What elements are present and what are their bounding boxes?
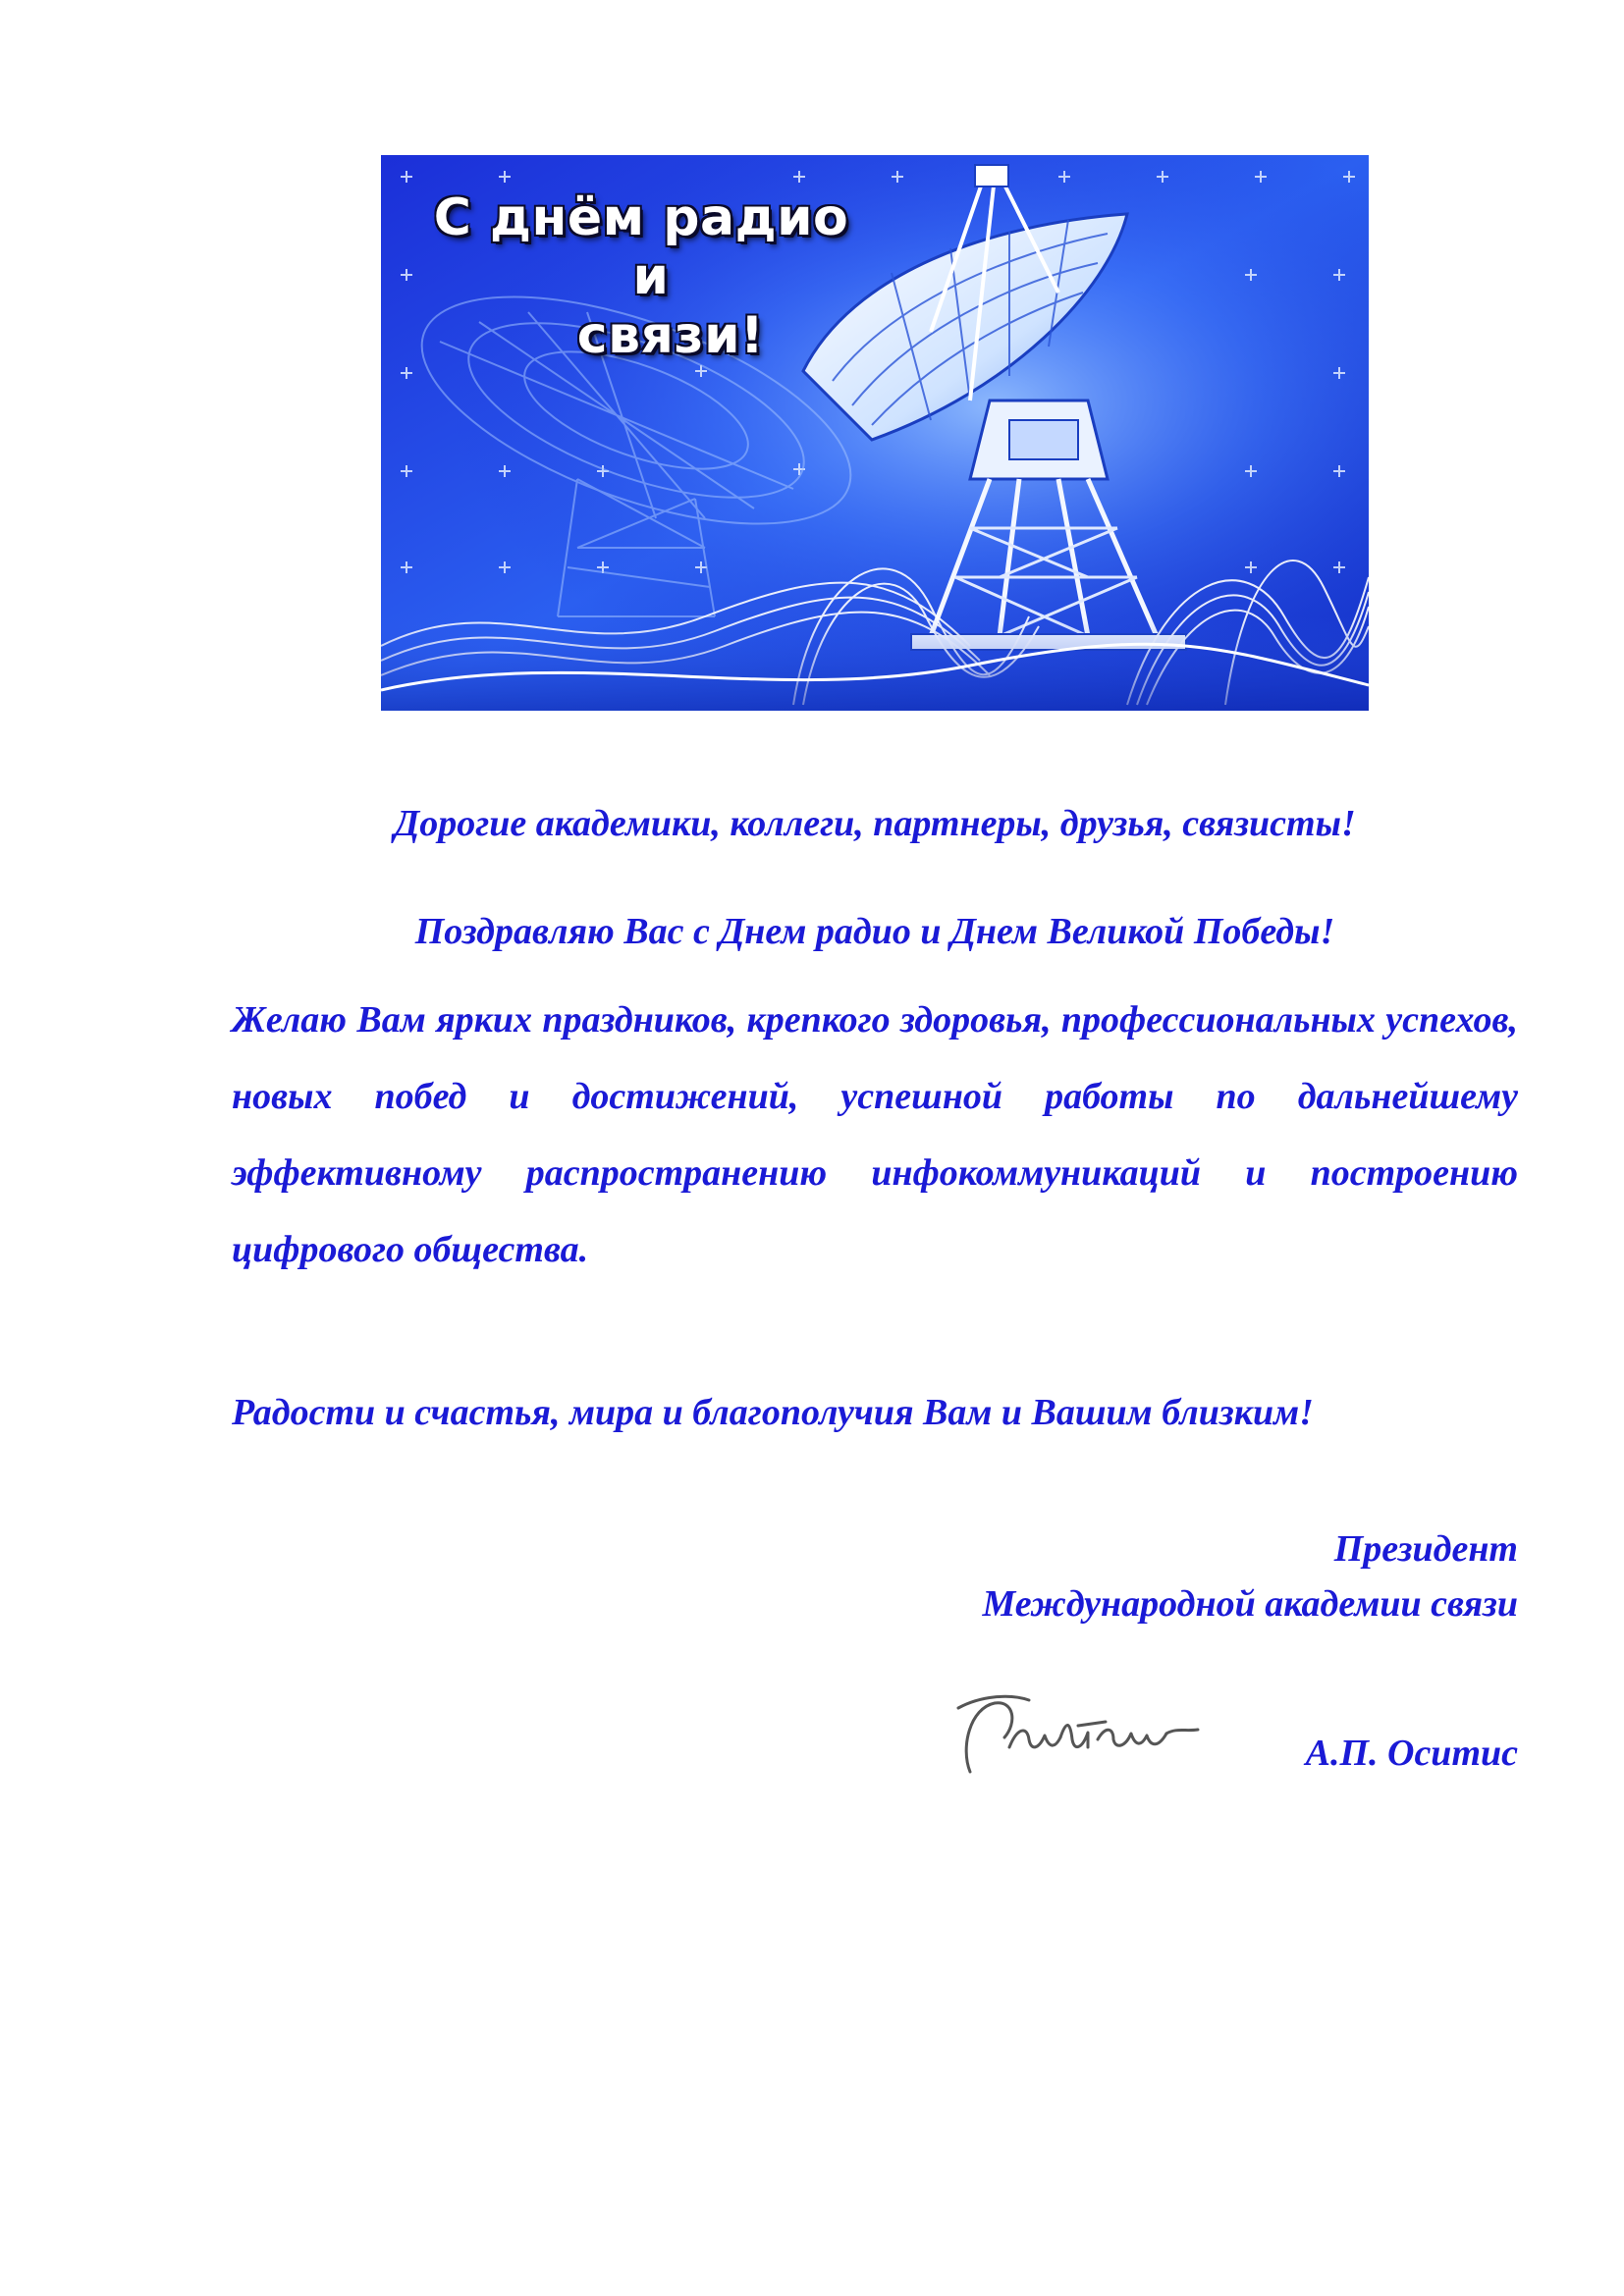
signer-position-line-2: Международной академии связи [982, 1583, 1518, 1625]
banner-title-line-2: и [632, 247, 670, 306]
signer-position [982, 1522, 1518, 1631]
letter-closing: Радости и счастья, мира и благополучия Вам и Вашим близким! [232, 1392, 1314, 1433]
banner-title [381, 188, 892, 365]
greeting-banner-image [381, 155, 1369, 711]
signer-name: А.П. Оситис [1305, 1733, 1518, 1774]
handwritten-signature [941, 1679, 1235, 1787]
banner-title-line-3: связи! [576, 306, 765, 365]
signer-position-line-1: Президент [1333, 1528, 1518, 1570]
banner-title-line-1: С днём радио [433, 188, 849, 247]
letter-congratulations: Поздравляю Вас с Днем радио и Днем Великой Победы! [414, 911, 1335, 952]
letter-wishes-paragraph: Желаю Вам ярких праздников, крепкого здоровья, профессиональных успехов, новых побед и достижений, успешной работы по дальнейшему эффективному распространению инфокоммуникаций и построению цифрового общества. [232, 999, 1518, 1270]
letter-greeting: Дорогие академики, коллеги, партнеры, друзья, связисты! [394, 803, 1356, 844]
